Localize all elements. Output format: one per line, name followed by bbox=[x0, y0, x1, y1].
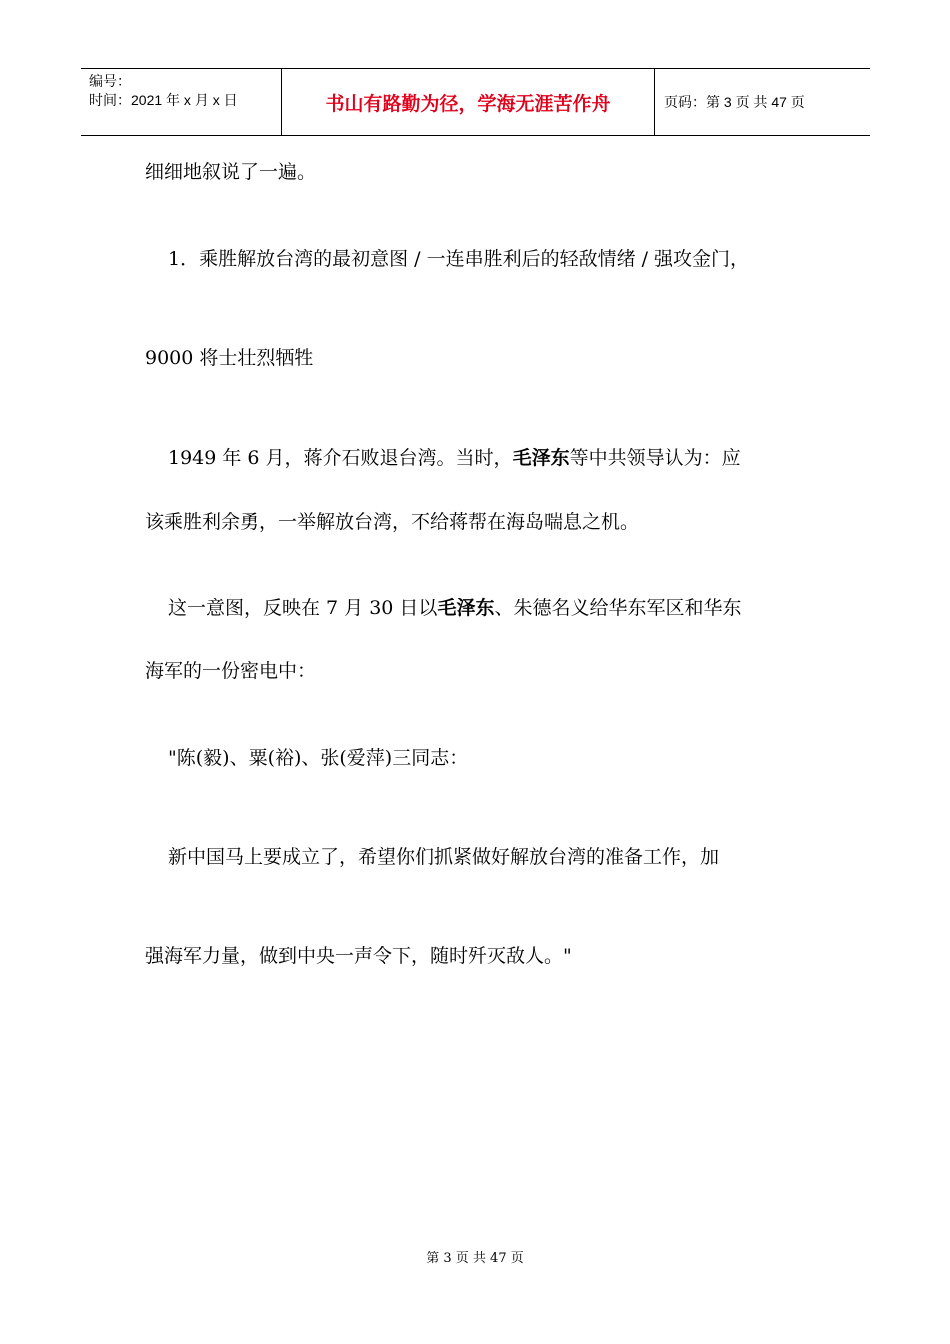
page-header bbox=[81, 68, 870, 136]
paragraph-2-text-b: 等中共领导认为：应 bbox=[569, 447, 741, 469]
paragraph-1: 细细地叙说了一遍。 bbox=[145, 161, 317, 183]
page-footer: 第 3 页 共 47 页 bbox=[426, 1251, 524, 1266]
paragraph-2-text-a: 1949 年 6 月，蒋介石败退台湾。当时， bbox=[168, 447, 513, 469]
paragraph-2-line-2: 该乘胜利余勇，一举解放台湾，不给蒋帮在海岛喘息之机。 bbox=[145, 511, 640, 533]
time-label: 时间：2021 年 x 月 x 日 bbox=[89, 92, 238, 108]
telegram-body-line-2: 强海军力量，做到中央一声令下，随时歼灭敌人。" bbox=[145, 945, 572, 967]
person-name-mao-2: 毛泽东 bbox=[437, 597, 495, 619]
paragraph-3-line-1 bbox=[168, 596, 838, 621]
serial-label: 编号： bbox=[89, 73, 131, 89]
telegram-salutation: "陈(毅)、粟(裕)、张(爱萍)三同志： bbox=[168, 747, 469, 769]
paragraph-3-text-b: 、朱德名义给华东军区和华东 bbox=[494, 597, 742, 619]
section-heading-1-cont: 9000 将士壮烈牺牲 bbox=[145, 347, 314, 369]
header-page-info: 页码：第 3 页 共 47 页 bbox=[664, 94, 805, 110]
paragraph-3-text-a: 这一意图，反映在 7 月 30 日以 bbox=[168, 597, 438, 619]
header-meta bbox=[81, 69, 282, 135]
paragraph-2-line-1 bbox=[168, 446, 838, 471]
telegram-body-line-1: 新中国马上要成立了，希望你们抓紧做好解放台湾的准备工作，加 bbox=[168, 846, 720, 868]
header-motto: 书山有路勤为径，学海无涯苦作舟 bbox=[282, 69, 655, 135]
person-name-mao: 毛泽东 bbox=[512, 447, 570, 469]
paragraph-3-line-2: 海军的一份密电中： bbox=[145, 660, 317, 682]
section-heading-1: 1．乘胜解放台湾的最初意图 / 一连串胜利后的轻敌情绪 / 强攻金门， bbox=[168, 248, 750, 270]
